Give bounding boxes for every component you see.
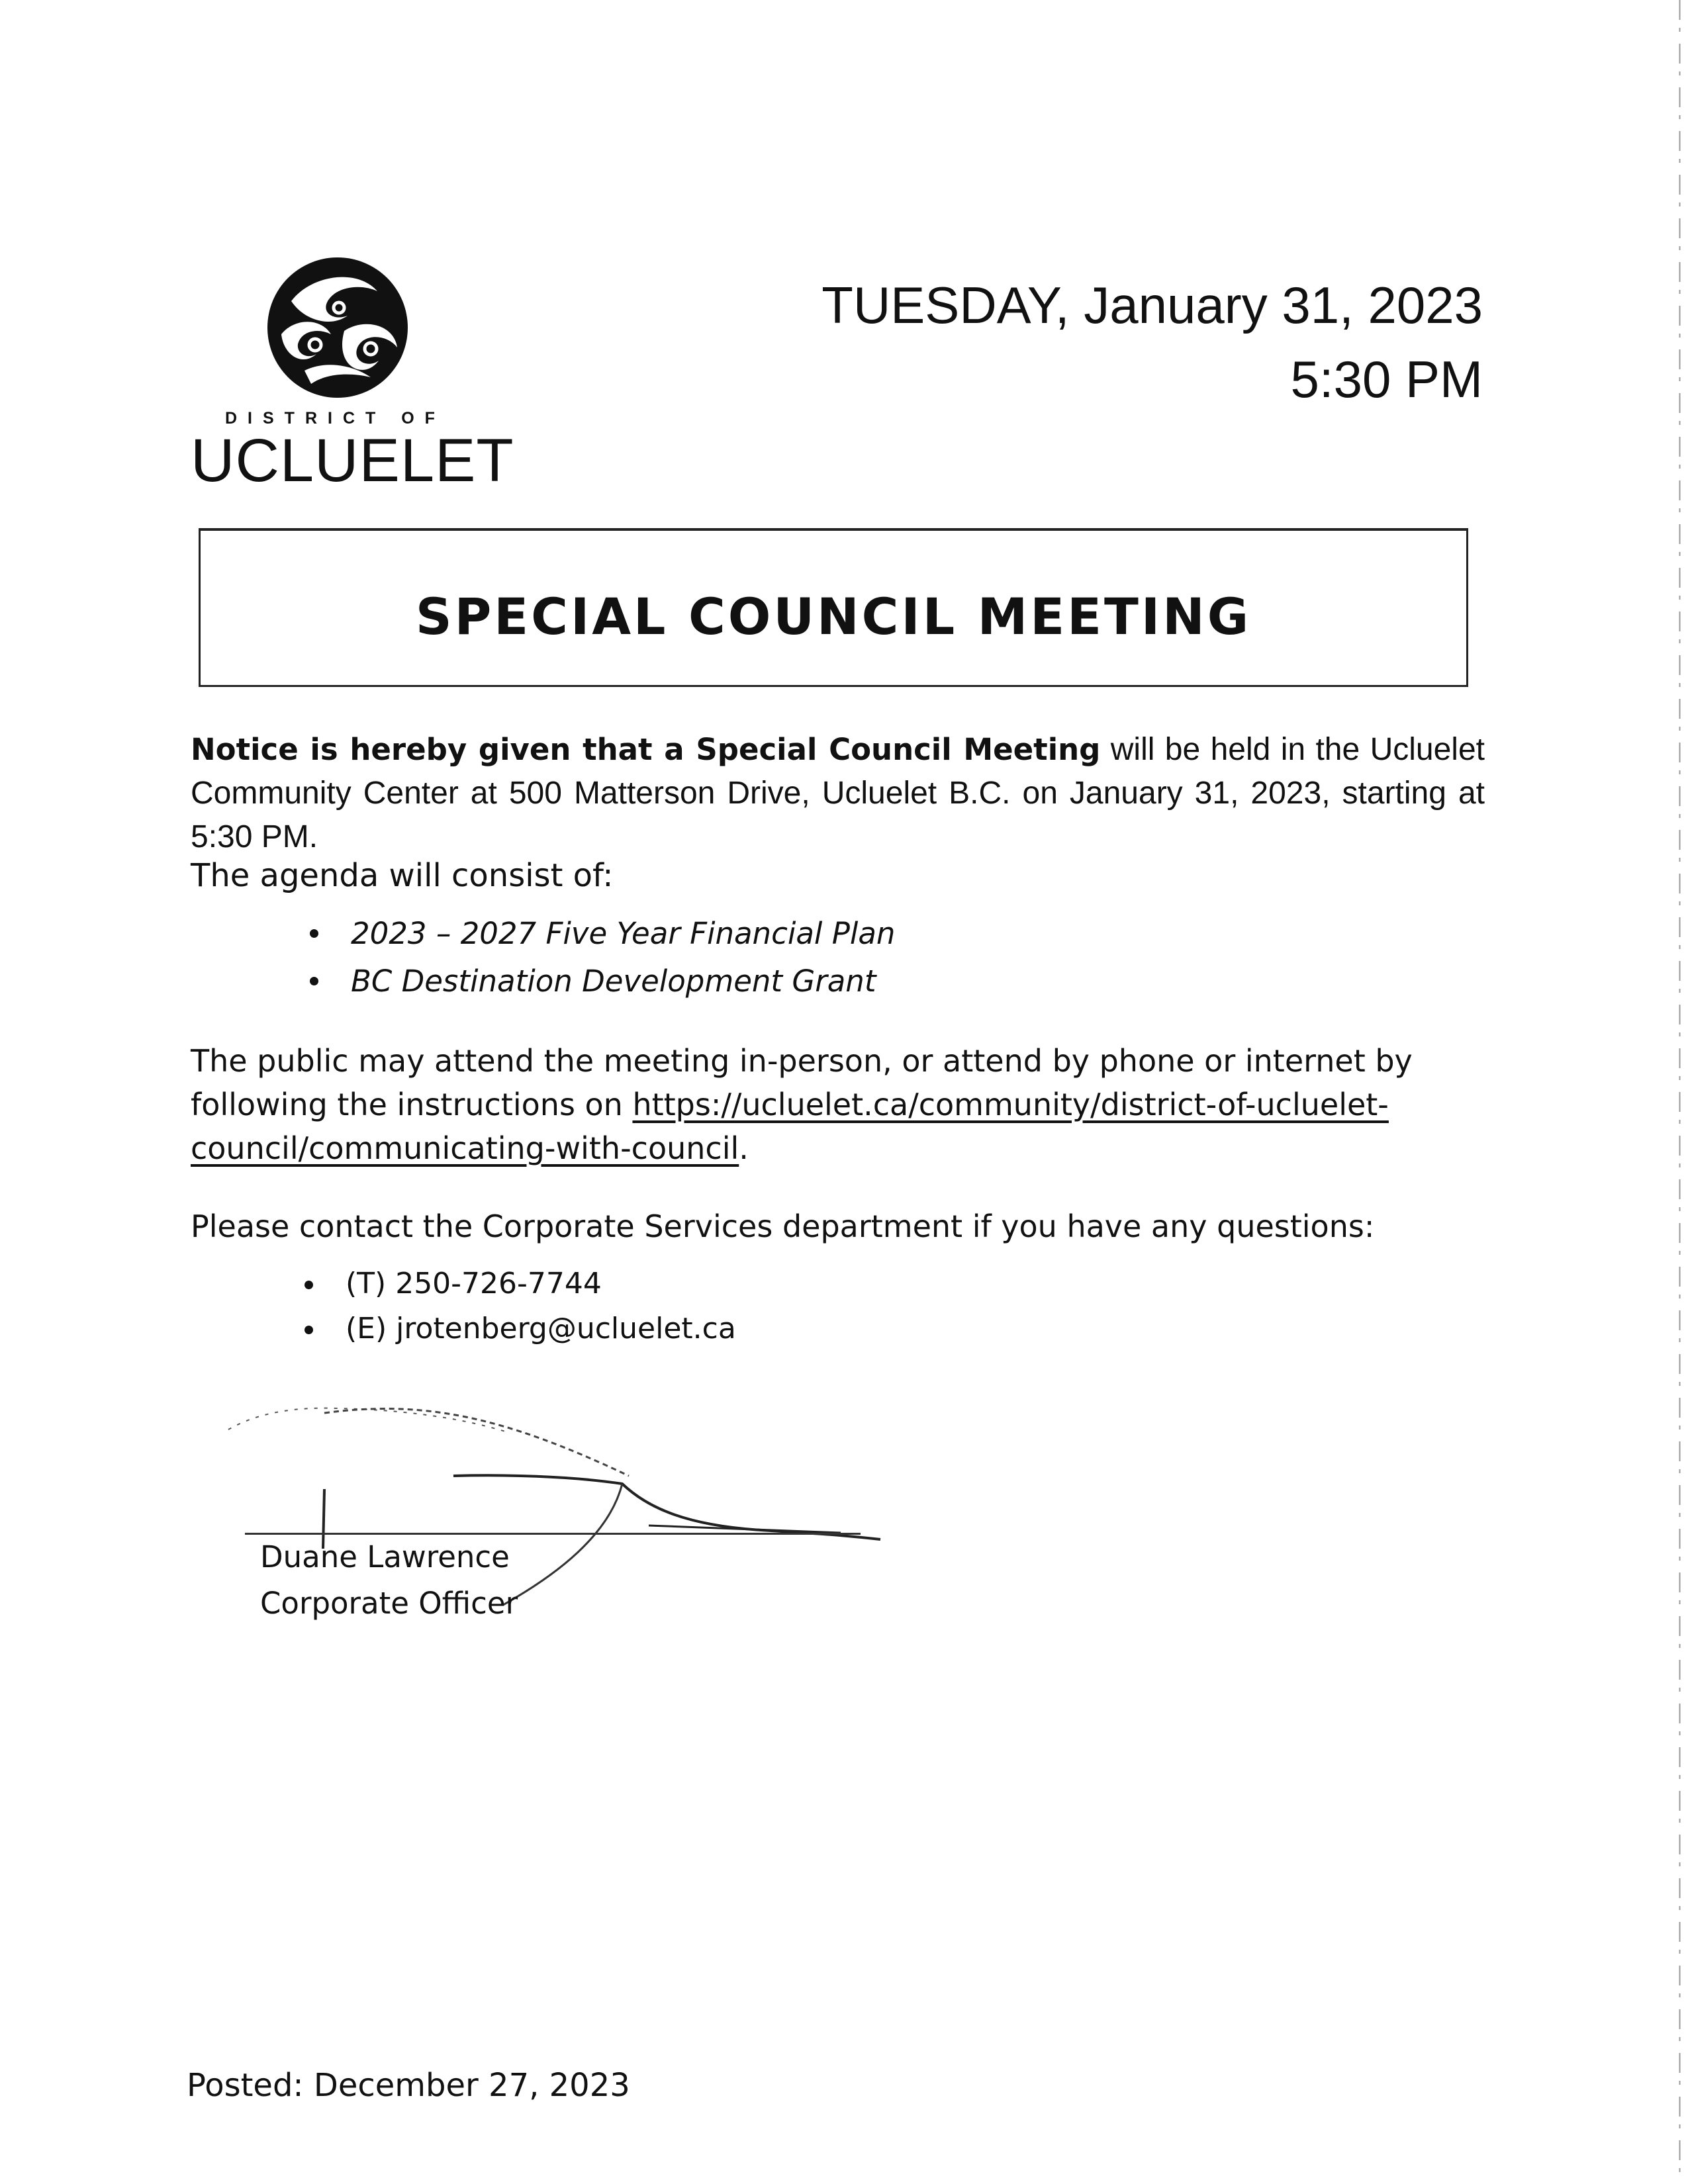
bullet-icon bbox=[310, 929, 318, 938]
public-access-line1: The public may attend the meeting in-person, or attend by phone or internet by bbox=[191, 1043, 1413, 1079]
meeting-time: 5:30 PM bbox=[1290, 350, 1483, 408]
posted-date: Posted: December 27, 2023 bbox=[187, 2067, 630, 2104]
logo-name: UCLUELET bbox=[191, 427, 514, 494]
signatory-title: Corporate Officer bbox=[260, 1586, 518, 1621]
signatory bbox=[260, 1534, 518, 1627]
agenda-item: 2023 – 2027 Five Year Financial Plan bbox=[351, 910, 895, 958]
contact-intro: Please contact the Corporate Services department if you have any questions: bbox=[191, 1208, 1375, 1244]
council-link-part2[interactable]: council/communicating-with-council bbox=[191, 1130, 739, 1166]
logo-prefix: DISTRICT OF bbox=[225, 409, 445, 428]
signatory-name: Duane Lawrence bbox=[260, 1539, 510, 1574]
agenda-list bbox=[351, 910, 895, 1005]
contact-phone: (T) 250-726-7744 bbox=[346, 1261, 736, 1306]
bullet-icon bbox=[305, 1281, 313, 1289]
notice-lead: Notice is hereby given that a Special Council Meeting bbox=[191, 732, 1101, 767]
title-box bbox=[199, 528, 1468, 687]
public-access-prefix: following the instructions on bbox=[191, 1087, 633, 1122]
bullet-icon bbox=[305, 1326, 313, 1334]
bullet-icon bbox=[310, 977, 318, 985]
council-link-part1[interactable]: https://ucluelet.ca/community/district-of-ucluelet- bbox=[632, 1087, 1389, 1122]
district-logo-icon bbox=[265, 255, 410, 400]
contact-list bbox=[346, 1261, 736, 1351]
notice-rest: will be held in the Ucluelet Community Center at 500 Matterson Drive, Ucluelet B.C. on January 31, 2023, starting at 5:30 PM. bbox=[191, 732, 1485, 854]
meeting-date: TUESDAY, January 31, 2023 bbox=[821, 276, 1483, 334]
contact-email: (E) jrotenberg@ucluelet.ca bbox=[346, 1306, 736, 1351]
scan-edge-artifact bbox=[1679, 0, 1681, 2184]
notice-paragraph bbox=[191, 728, 1485, 859]
agenda-item: BC Destination Development Grant bbox=[351, 958, 895, 1005]
page-title: SPECIAL COUNCIL MEETING bbox=[415, 587, 1252, 646]
public-access-paragraph: The public may attend the meeting in-person, or attend by phone or internet by following the instructions on https://ucluelet.ca/community/district-of-ucluelet- council/communicating-with-council. bbox=[191, 1039, 1413, 1170]
meeting-datetime bbox=[821, 268, 1483, 416]
agenda-intro: The agenda will consist of: bbox=[191, 857, 614, 894]
